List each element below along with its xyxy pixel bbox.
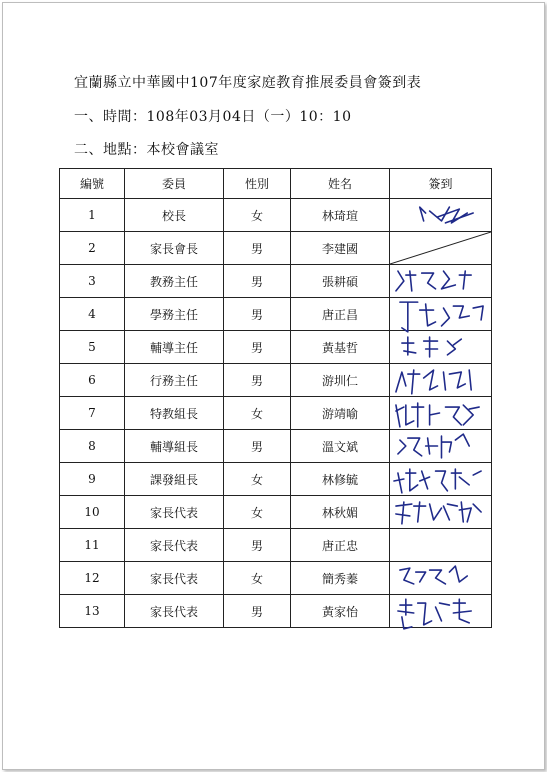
cell-number: 4 <box>60 298 125 331</box>
cell-name: 溫文斌 <box>291 430 390 463</box>
handwritten-signature <box>390 397 491 429</box>
cell-signature <box>390 331 492 364</box>
table-row <box>60 595 492 628</box>
handwritten-signature <box>390 430 491 462</box>
table-row <box>60 331 492 364</box>
table-row <box>60 298 492 331</box>
handwritten-signature <box>390 562 491 594</box>
cell-number: 6 <box>60 364 125 397</box>
header-name: 姓名 <box>291 169 390 199</box>
cell-gender: 男 <box>224 265 291 298</box>
cell-name: 林修毓 <box>291 463 390 496</box>
cell-number: 12 <box>60 562 125 595</box>
cell-member: 家長代表 <box>125 496 224 529</box>
cell-gender: 男 <box>224 529 291 562</box>
cell-gender: 女 <box>224 199 291 232</box>
cell-gender: 男 <box>224 331 291 364</box>
header-number: 編號 <box>60 169 125 199</box>
table-row <box>60 265 492 298</box>
strike-through-line <box>390 232 491 264</box>
cell-name: 簡秀蓁 <box>291 562 390 595</box>
handwritten-signature <box>390 199 491 231</box>
cell-name: 張耕碩 <box>291 265 390 298</box>
cell-gender: 女 <box>224 496 291 529</box>
cell-number: 11 <box>60 529 125 562</box>
cell-member: 學務主任 <box>125 298 224 331</box>
handwritten-signature <box>390 298 491 330</box>
cell-signature <box>390 232 492 265</box>
cell-name: 黃家怡 <box>291 595 390 628</box>
cell-name: 游圳仁 <box>291 364 390 397</box>
cell-member: 家長會長 <box>125 232 224 265</box>
cell-name: 唐正忠 <box>291 529 390 562</box>
cell-member: 家長代表 <box>125 529 224 562</box>
cell-member: 校長 <box>125 199 224 232</box>
cell-name: 林琦瑄 <box>291 199 390 232</box>
cell-name: 黃基哲 <box>291 331 390 364</box>
cell-signature <box>390 265 492 298</box>
cell-signature <box>390 529 492 562</box>
cell-number: 1 <box>60 199 125 232</box>
table-row <box>60 199 492 232</box>
cell-number: 2 <box>60 232 125 265</box>
document-title: 宜蘭縣立中華國中107年度家庭教育推展委員會簽到表 <box>74 75 422 91</box>
cell-gender: 男 <box>224 298 291 331</box>
cell-member: 輔導組長 <box>125 430 224 463</box>
handwritten-signature <box>390 331 491 363</box>
cell-number: 7 <box>60 397 125 430</box>
cell-number: 3 <box>60 265 125 298</box>
handwritten-signature <box>390 496 491 528</box>
cell-signature <box>390 496 492 529</box>
table-row <box>60 232 492 265</box>
table-row <box>60 562 492 595</box>
cell-signature <box>390 562 492 595</box>
table-row <box>60 430 492 463</box>
table-row <box>60 529 492 562</box>
cell-member: 教務主任 <box>125 265 224 298</box>
cell-member: 輔導主任 <box>125 331 224 364</box>
header-signature: 簽到 <box>390 169 492 199</box>
cell-name: 林秋媚 <box>291 496 390 529</box>
header-member: 委員 <box>125 169 224 199</box>
cell-gender: 女 <box>224 562 291 595</box>
cell-member: 特教組長 <box>125 397 224 430</box>
table-row <box>60 397 492 430</box>
cell-member: 課發組長 <box>125 463 224 496</box>
table-row <box>60 364 492 397</box>
cell-signature <box>390 595 492 628</box>
cell-member: 家長代表 <box>125 562 224 595</box>
cell-gender: 男 <box>224 595 291 628</box>
table-header-row <box>60 169 492 199</box>
cell-signature <box>390 397 492 430</box>
header-gender: 性別 <box>224 169 291 199</box>
handwritten-signature <box>390 364 491 396</box>
cell-number: 9 <box>60 463 125 496</box>
cell-member: 行務主任 <box>125 364 224 397</box>
cell-name: 唐正昌 <box>291 298 390 331</box>
cell-signature <box>390 298 492 331</box>
cell-gender: 男 <box>224 232 291 265</box>
time-line: 一、時間：108年03月04日（一）10：10 <box>74 109 352 125</box>
place-line: 二、地點：本校會議室 <box>74 142 219 158</box>
table-row <box>60 496 492 529</box>
cell-number: 10 <box>60 496 125 529</box>
cell-signature <box>390 430 492 463</box>
cell-number: 5 <box>60 331 125 364</box>
table-row <box>60 463 492 496</box>
sign-in-table <box>59 168 492 628</box>
cell-signature <box>390 199 492 232</box>
cell-gender: 女 <box>224 463 291 496</box>
cell-signature <box>390 463 492 496</box>
handwritten-signature <box>390 595 491 627</box>
cell-gender: 女 <box>224 397 291 430</box>
cell-gender: 男 <box>224 430 291 463</box>
handwritten-signature <box>390 463 491 495</box>
handwritten-signature <box>390 265 491 297</box>
cell-member: 家長代表 <box>125 595 224 628</box>
cell-number: 8 <box>60 430 125 463</box>
cell-signature <box>390 364 492 397</box>
cell-number: 13 <box>60 595 125 628</box>
cell-name: 游靖喻 <box>291 397 390 430</box>
cell-gender: 男 <box>224 364 291 397</box>
cell-name: 李建國 <box>291 232 390 265</box>
